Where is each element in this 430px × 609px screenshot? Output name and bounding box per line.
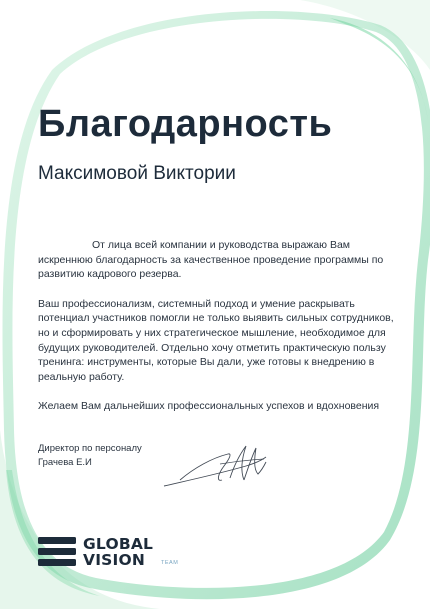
signature-image: [160, 440, 270, 490]
paragraph-1: От лица всей компании и руководства выражаю Вам искреннюю благодарность за качественное проведение программы по развитию кадрового резерва.: [38, 239, 384, 281]
paragraph-3: Желаем Вам дальнейших профессиональных успехов и вдохновения: [38, 400, 380, 413]
signatory-block: [38, 442, 142, 470]
document-title: Благодарность: [38, 103, 333, 145]
paragraph-2: Ваш профессионализм, системный подход и умение раскрывать потенциал участников помогли не только выявить сильных сотрудников, но и сформировать у них стратегическое мышление, необходимое для будущих руководителей. Отдельно хочу отметить практическую пользу тренинга: инструменты, которые Вы дали, уже готовы к внедрению в реальную работу.: [38, 297, 394, 383]
global-vision-logo: [38, 535, 208, 575]
recipient-name: Максимовой Виктории: [38, 163, 236, 184]
logo-line-1: GLOBAL: [83, 535, 154, 553]
signatory-position: Директор по персоналу: [38, 443, 142, 454]
logo-line-2: VISION: [83, 551, 146, 569]
logo-suffix: TEAM: [161, 560, 179, 566]
global-vision-logo-icon: [38, 537, 76, 567]
signatory-name: Грачева Е.И: [38, 457, 92, 468]
letter-body: [38, 238, 398, 429]
